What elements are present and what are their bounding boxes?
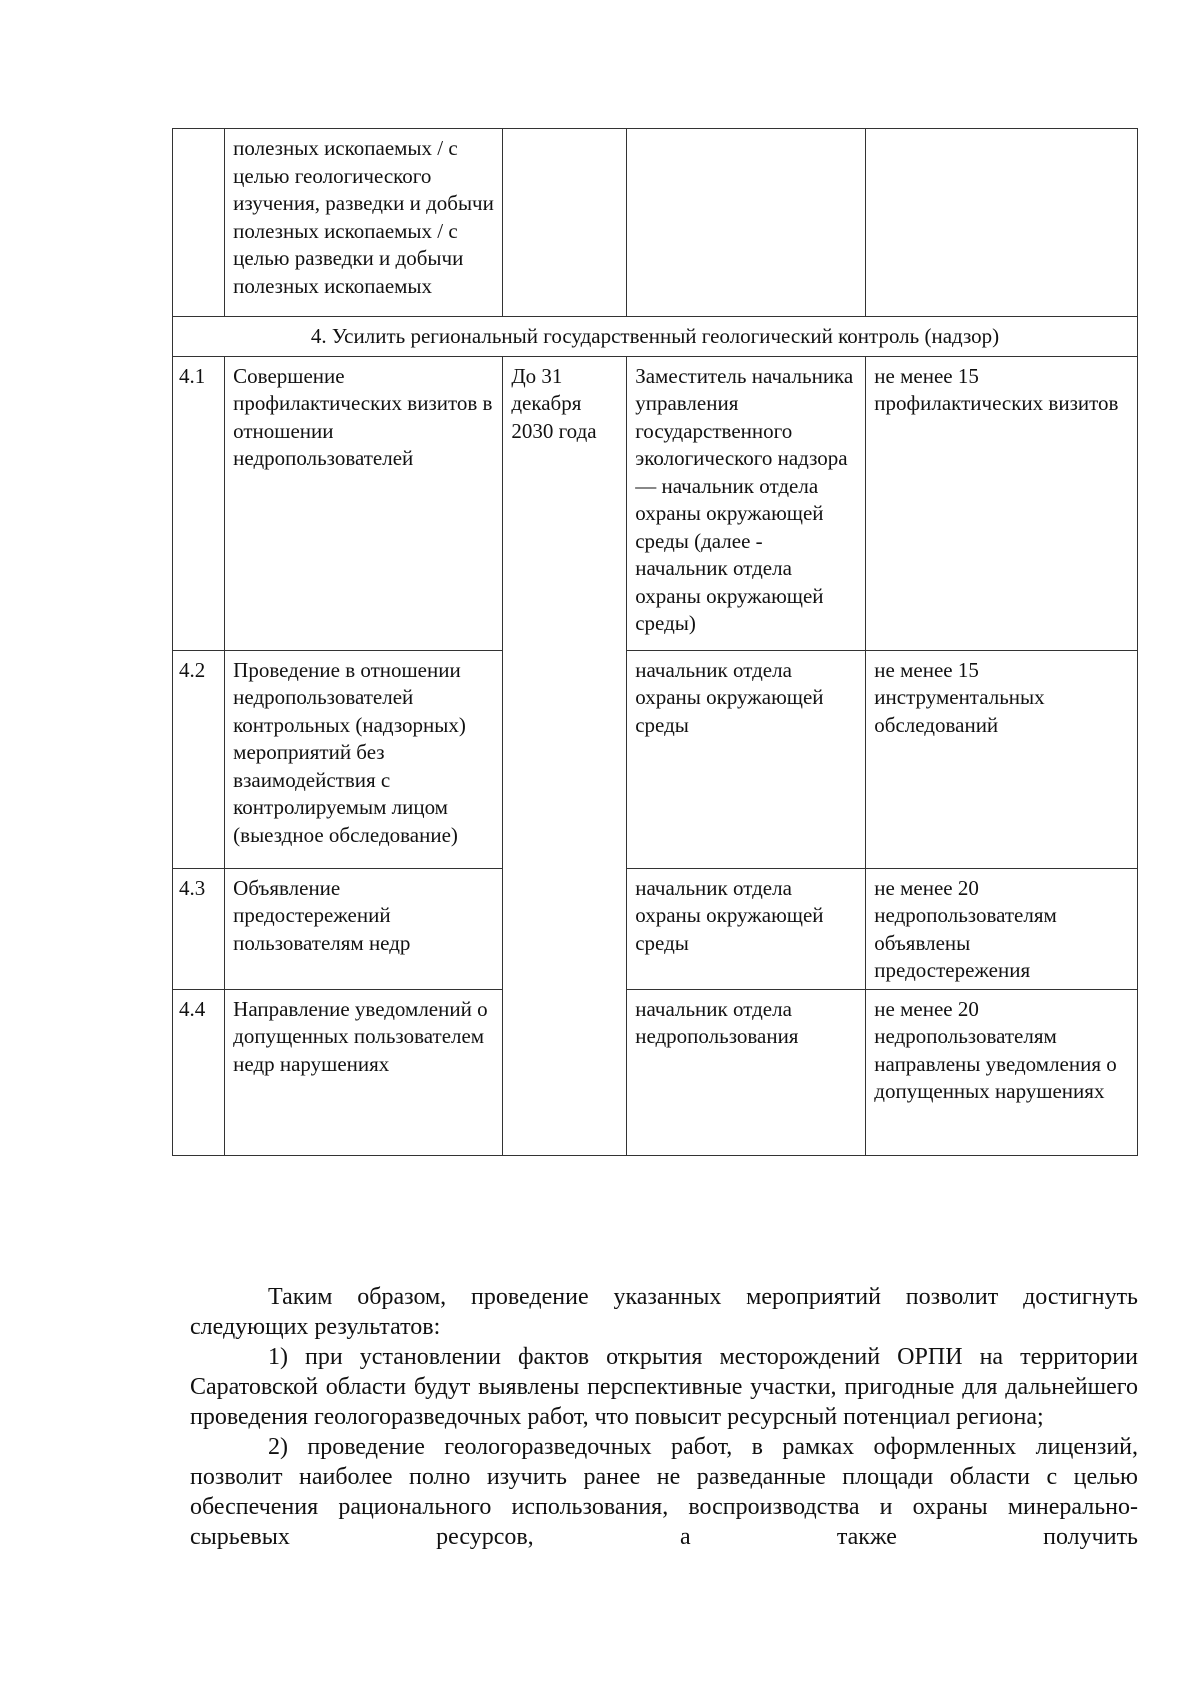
responsible-cell: начальник отдела охраны окружающей среды <box>627 650 866 868</box>
paragraph-item-2: 2) проведение геологоразведочных работ, в рамках оформленных лицензий, позволит наиболее полно изучить ранее не разведанные площади области с целью обеспечения рационального использования, воспроизводства и охраны минерально-сырьевых ресурсов, а также получить <box>190 1434 1138 1550</box>
paragraph-item-1: 1) при установлении фактов открытия месторождений ОРПИ на территории Саратовской области будут выявлены перспективные участки, пригодные для дальнейшего проведения геологоразведочных работ, что повысит ресурсный потенциал региона; <box>190 1344 1138 1430</box>
row-number-cell: 4.3 <box>173 868 225 989</box>
table-row <box>173 129 1138 317</box>
task-cell: Направление уведомлений о допущенных пользователем недр нарушениях <box>225 989 503 1155</box>
responsible-cell: начальник отдела недропользования <box>627 989 866 1155</box>
result-cell: не менее 15 инструментальных обследований <box>866 650 1138 868</box>
paragraph-intro: Таким образом, проведение указанных мероприятий позволит достигнуть следующих результатов: <box>190 1284 1138 1340</box>
measures-table <box>172 128 1138 1156</box>
table-row <box>173 989 1138 1155</box>
section-title: 4. Усилить региональный государственный геологический контроль (надзор) <box>173 317 1138 357</box>
result-cell: не менее 20 недропользователям объявлены предостережения <box>866 868 1138 989</box>
task-cell: Объявление предостережений пользователям недр <box>225 868 503 989</box>
row-number-cell <box>173 129 225 317</box>
task-cell: Совершение профилактических визитов в отношении недропользователей <box>225 356 503 650</box>
body-text <box>190 1282 1138 1552</box>
table-row <box>173 868 1138 989</box>
task-cell: полезных ископаемых / с целью геологического изучения, разведки и добычи полезных ископаемых / с целью разведки и добычи полезных ископаемых <box>225 129 503 317</box>
task-cell: Проведение в отношении недропользователей контрольных (надзорных) мероприятий без взаимодействия с контролируемым лицом (выездное обследование) <box>225 650 503 868</box>
table-row <box>173 650 1138 868</box>
responsible-cell: Заместитель начальника управления государственного экологического надзора — начальник отдела охраны окружающей среды (далее - начальник отдела охраны окружающей среды) <box>627 356 866 650</box>
row-number-cell: 4.2 <box>173 650 225 868</box>
result-cell: не менее 15 профилактических визитов <box>866 356 1138 650</box>
row-number-cell: 4.4 <box>173 989 225 1155</box>
row-number-cell: 4.1 <box>173 356 225 650</box>
table-row <box>173 356 1138 650</box>
result-cell <box>866 129 1138 317</box>
result-cell: не менее 20 недропользователям направлены уведомления о допущенных нарушениях <box>866 989 1138 1155</box>
responsible-cell <box>627 129 866 317</box>
responsible-cell: начальник отдела охраны окружающей среды <box>627 868 866 989</box>
deadline-cell <box>503 129 627 317</box>
deadline-cell: До 31 декабря 2030 года <box>503 356 627 1155</box>
section-header-row <box>173 317 1138 357</box>
